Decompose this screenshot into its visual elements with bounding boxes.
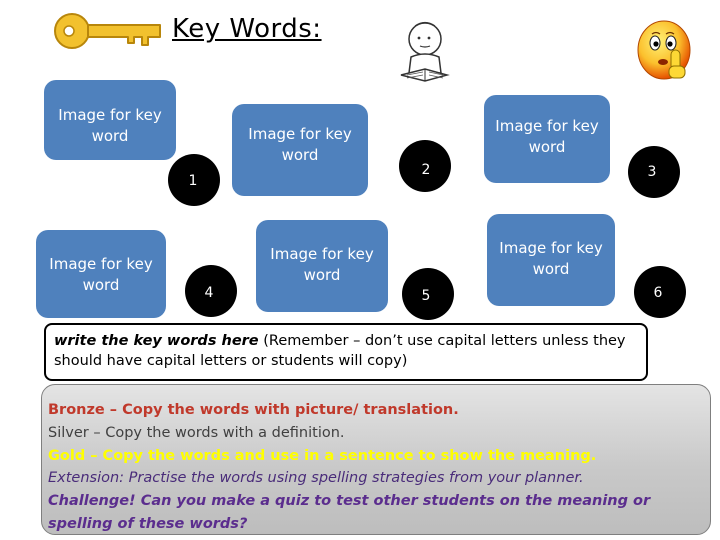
number-label: 2	[421, 162, 431, 178]
keyword-image-placeholder: Image for key word	[49, 255, 153, 294]
number-circle-5	[402, 268, 454, 320]
keyword-image-placeholder: Image for key word	[248, 125, 352, 164]
task-challenge: Challenge! Can you make a quiz to test other students on the meaning or spelling of these words?	[48, 493, 651, 532]
keyword-image-placeholder: Image for key word	[495, 117, 599, 156]
write-note: (Remember – don’t use capital letters unless they should have capital letters or students will copy)	[54, 333, 626, 369]
number-circle-3	[628, 146, 680, 198]
keyword-image-box-4	[36, 230, 166, 318]
tasks-panel	[41, 384, 711, 535]
keyword-image-placeholder: Image for key word	[499, 239, 603, 278]
number-label: 3	[647, 164, 657, 180]
number-circle-2	[399, 140, 451, 192]
keyword-image-box-5	[256, 220, 388, 312]
key-icon	[52, 8, 164, 54]
task-bronze: Bronze – Copy the words with picture/ translation.	[48, 402, 459, 418]
number-circle-6	[634, 266, 686, 318]
number-label: 4	[204, 285, 214, 301]
keyword-image-placeholder: Image for key word	[58, 106, 162, 145]
reading-person-icon	[395, 17, 453, 89]
write-key-words-box[interactable]	[44, 323, 648, 381]
task-silver: Silver – Copy the words with a definition.	[48, 424, 345, 441]
number-circle-4	[185, 265, 237, 317]
page-title: Key Words:	[172, 14, 322, 44]
shush-smiley-icon	[635, 16, 695, 82]
number-label: 6	[653, 285, 663, 301]
keyword-image-box-6	[487, 214, 615, 306]
task-gold: Gold – Copy the words and use in a sentence to show the meaning.	[48, 447, 597, 464]
number-label: 1	[188, 173, 198, 189]
keyword-image-box-3	[484, 95, 610, 183]
keyword-image-box-1	[44, 80, 176, 160]
number-circle-1	[168, 154, 220, 206]
number-label: 5	[421, 288, 431, 304]
keyword-image-placeholder: Image for key word	[270, 245, 374, 284]
keyword-image-box-2	[232, 104, 368, 196]
task-extension: Extension: Practise the words using spelling strategies from your planner.	[48, 470, 584, 487]
write-instruction: write the key words here	[54, 333, 259, 349]
